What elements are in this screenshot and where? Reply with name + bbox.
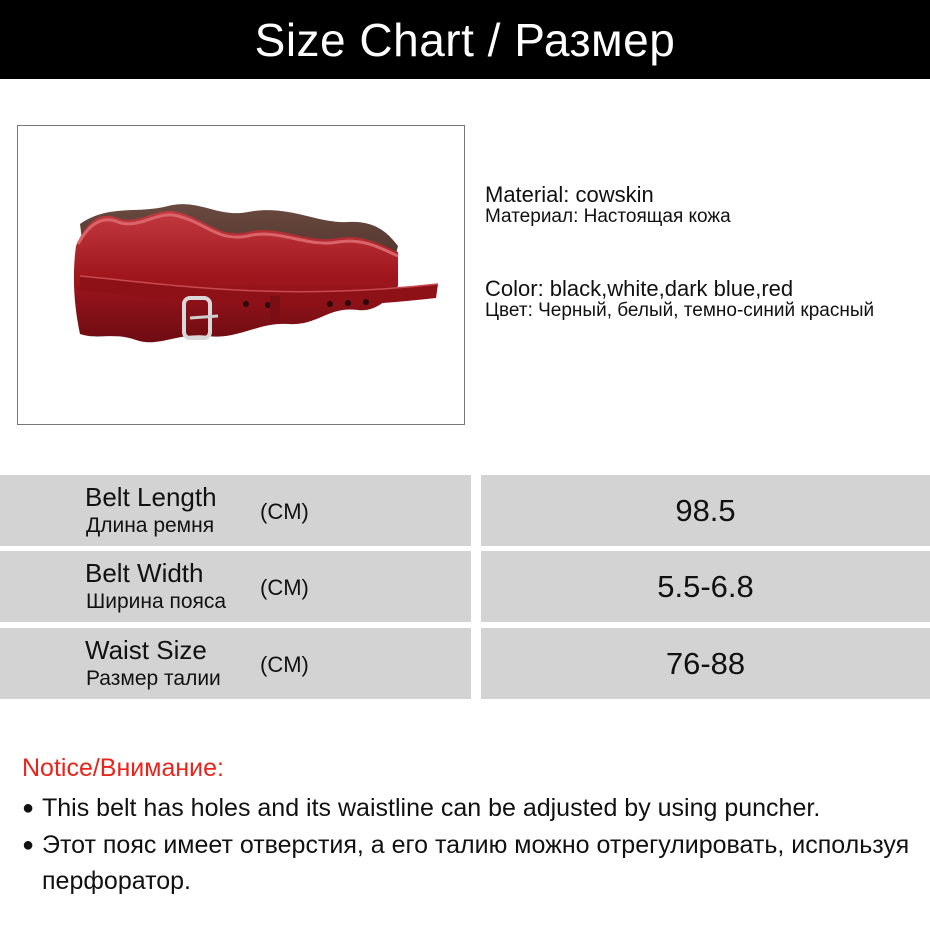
spec-value-cell <box>481 475 930 546</box>
spec-row-waist-size <box>0 628 930 699</box>
notice-item <box>22 790 927 826</box>
spec-row-belt-length <box>0 475 930 546</box>
spec-row-belt-width <box>0 551 930 622</box>
spec-unit: (CM) <box>260 499 309 524</box>
spec-label-en: Waist Size <box>85 635 207 665</box>
material-en: Material: cowskin <box>485 182 654 207</box>
notice-text: Этот пояс имеет отверстия, а его талию можно отрегулировать, используя перфоратор. <box>42 831 910 895</box>
color-info <box>485 277 905 321</box>
color-en: Color: black,white,dark blue,red <box>485 276 794 301</box>
spec-value-cell <box>481 628 930 699</box>
spec-label-en: Belt Length <box>85 482 217 512</box>
spec-label-ru: Ширина пояса <box>86 590 227 613</box>
spec-label-ru: Длина ремня <box>86 514 215 537</box>
header-bar <box>0 0 930 79</box>
spec-label-en: Belt Width <box>85 558 204 588</box>
bullet-icon: ● <box>22 834 35 856</box>
spec-label-cell <box>0 551 471 622</box>
bullet-icon: ● <box>22 797 35 819</box>
spec-value: 76-88 <box>665 645 746 681</box>
spec-label-cell <box>0 475 471 546</box>
spec-unit: (CM) <box>260 575 309 600</box>
belt-illustration <box>18 126 464 424</box>
spec-label-cell <box>0 628 471 699</box>
spec-value: 98.5 <box>675 492 736 528</box>
product-photo <box>17 125 465 425</box>
notice-title: Notice/Внимание: <box>22 754 224 782</box>
spec-value-cell <box>481 551 930 622</box>
material-info <box>485 183 731 227</box>
material-ru: Материал: Настоящая кожа <box>485 206 731 227</box>
spec-unit: (CM) <box>260 652 309 677</box>
color-ru: Цвет: Черный, белый, темно-синий красный <box>485 300 875 321</box>
page-title: Size Chart / Размер <box>254 13 676 66</box>
spec-value: 5.5-6.8 <box>657 568 754 604</box>
notice-item <box>22 827 927 899</box>
notice-text: This belt has holes and its waistline can be adjusted by using puncher. <box>42 794 821 822</box>
spec-label-ru: Размер талии <box>86 667 221 690</box>
